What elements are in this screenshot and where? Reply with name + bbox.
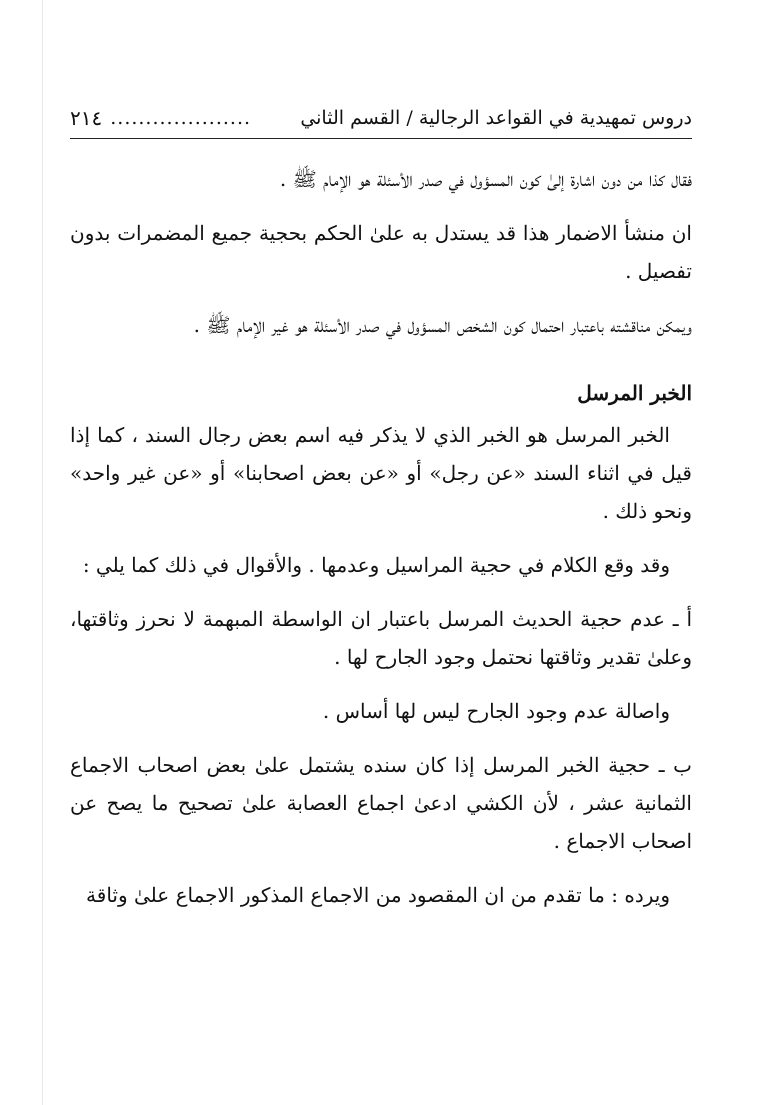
page-body	[70, 160, 692, 930]
running-header	[70, 98, 692, 139]
section-heading: الخبر المرسل	[577, 381, 692, 405]
header-leader-dots: ....................	[110, 107, 252, 129]
section-paragraph-3: أ ـ عدم حجية الحديث المرسل باعتبار ان الواسطة المبهمة لا نحرز وثاقتها، وعلىٰ تقدير وثاقتها نحتمل وجود الجارح لها .	[70, 607, 692, 669]
section-paragraph-4: واصالة عدم وجود الجارح ليس لها أساس .	[322, 699, 670, 723]
paragraph-1: فقال كذا من دون اشارة إلىٰ كون المسؤول في صدر الأسئلة هو الإمام ﷺ .	[279, 167, 692, 191]
section-paragraph-5: ب ـ حجية الخبر المرسل إذا كان سنده يشتمل علىٰ بعض اصحاب الاجماع الثمانية عشر ، لأن الكشي ادعىٰ اجماع العصابة علىٰ تصحيح ما يصح عن اصحاب الاجماع .	[70, 753, 692, 853]
section-paragraph-1: الخبر المرسل هو الخبر الذي لا يذكر فيه اسم بعض رجال السند ، كما إذا قيل في اثناء السند «عن رجل» أو «عن بعض اصحابنا» أو «عن غير واحد» ونحو ذلك .	[70, 423, 692, 523]
running-title: دروس تمهيدية في القواعد الرجالية / القسم الثاني	[300, 107, 692, 129]
section-paragraph-6: ويرده : ما تقدم من ان المقصود من الاجماع المذكور الاجماع علىٰ وثاقة	[86, 883, 670, 907]
section-paragraph-2: وقد وقع الكلام في حجية المراسيل وعدمها . والأقوال في ذلك كما يلي :	[82, 553, 670, 577]
paragraph-3: ويمكن مناقشته باعتبار احتمال كون الشخص المسؤول في صدر الأسئلة هو غير الإمام ﷺ .	[193, 313, 692, 337]
page-number: ٢١٤	[70, 106, 103, 130]
paragraph-2: ان منشأ الاضمار هذا قد يستدل به علىٰ الحكم بحجية جميع المضمرات بدون تفصيل .	[70, 221, 692, 283]
